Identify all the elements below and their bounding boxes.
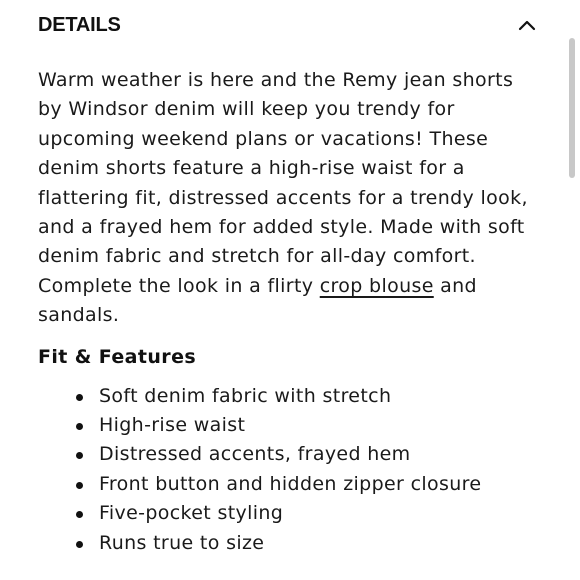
feature-item: Five-pocket styling <box>38 499 538 528</box>
features-list <box>38 382 538 558</box>
description-text-end: and sandals. <box>38 274 477 327</box>
feature-item: Runs true to size <box>38 529 538 558</box>
details-title: DETAILS <box>38 13 121 36</box>
features-heading: Fit & Features <box>38 345 197 368</box>
feature-item: Front button and hidden zipper closure <box>38 470 538 499</box>
crop-blouse-link[interactable]: crop blouse <box>319 274 434 297</box>
feature-item: High-rise waist <box>38 411 538 440</box>
product-description <box>38 66 538 331</box>
scrollbar[interactable] <box>569 38 575 178</box>
chevron-up-icon[interactable] <box>516 14 538 36</box>
description-text: Warm weather is here and the Remy jean shorts by Windsor denim will keep you trendy for upcoming weekend plans or vacations! These denim shorts feature a high-rise waist for a flattering fit, distressed accents for a trendy look, and a frayed hem for added style. Made with soft denim fabric and stretch for all-day comfort. Complete the look in a flirty <box>38 69 528 297</box>
details-header[interactable] <box>38 10 538 40</box>
feature-item: Soft denim fabric with stretch <box>38 382 538 411</box>
feature-item: Distressed accents, frayed hem <box>38 440 538 469</box>
details-content <box>38 66 538 558</box>
